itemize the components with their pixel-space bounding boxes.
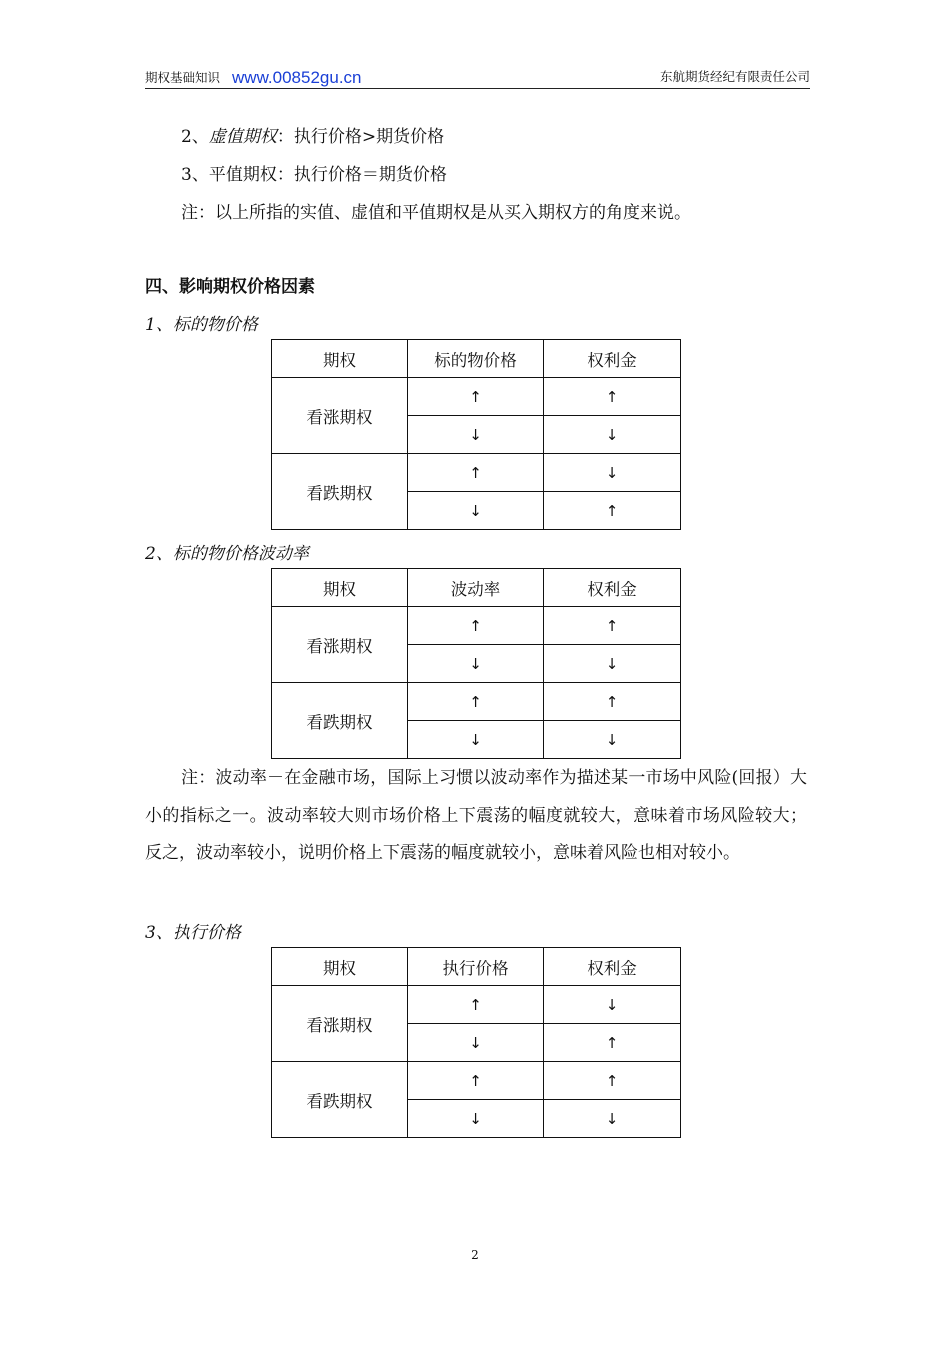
arrow-cell: ↑ — [544, 1024, 681, 1062]
subtitle-underlying-price: 1、标的物价格 — [145, 315, 258, 335]
group-label: 看跌期权 — [272, 683, 408, 759]
header-cell: 波动率 — [408, 569, 544, 607]
header-cell: 权利金 — [544, 569, 681, 607]
arrow-cell: ↑ — [544, 607, 681, 645]
group-label: 看跌期权 — [272, 454, 408, 530]
arrow-cell: ↓ — [408, 492, 544, 530]
group-label: 看涨期权 — [272, 607, 408, 683]
table-strike-price — [271, 947, 681, 1138]
intro-line-2-term: 虚值期权 — [208, 127, 277, 147]
header-cell: 期权 — [272, 340, 408, 378]
arrow-cell: ↑ — [544, 492, 681, 530]
table-header-row — [272, 948, 681, 986]
table-header-row — [272, 340, 681, 378]
page-header — [145, 64, 810, 89]
arrow-cell: ↑ — [544, 683, 681, 721]
subtitle-strike-price: 3、执行价格 — [145, 923, 241, 943]
header-cell: 期权 — [272, 569, 408, 607]
intro-line-2 — [181, 122, 444, 147]
table-volatility — [271, 568, 681, 759]
arrow-cell: ↓ — [408, 645, 544, 683]
arrow-cell: ↓ — [544, 1100, 681, 1138]
group-label: 看跌期权 — [272, 1062, 408, 1138]
arrow-cell: ↑ — [408, 454, 544, 492]
intro-line-3: 3、平值期权：执行价格＝期货价格 — [181, 165, 447, 185]
arrow-cell: ↑ — [408, 607, 544, 645]
header-left — [145, 67, 362, 87]
subtitle-volatility: 2、标的物价格波动率 — [145, 544, 309, 564]
header-cell: 期权 — [272, 948, 408, 986]
arrow-cell: ↓ — [408, 1024, 544, 1062]
intro-line-2-num: 2、 — [181, 127, 209, 147]
arrow-cell: ↓ — [544, 986, 681, 1024]
arrow-cell: ↓ — [544, 645, 681, 683]
header-company: 东航期货经纪有限责任公司 — [659, 69, 810, 84]
table-underlying-price — [271, 339, 681, 530]
header-cell: 执行价格 — [408, 948, 544, 986]
arrow-cell: ↑ — [408, 378, 544, 416]
arrow-cell: ↓ — [408, 721, 544, 759]
table-row — [272, 607, 681, 645]
header-cell: 标的物价格 — [408, 340, 544, 378]
arrow-cell: ↑ — [408, 1062, 544, 1100]
group-label: 看涨期权 — [272, 378, 408, 454]
group-label: 看涨期权 — [272, 986, 408, 1062]
table-header-row — [272, 569, 681, 607]
arrow-cell: ↑ — [544, 1062, 681, 1100]
table-row — [272, 1062, 681, 1100]
arrow-cell: ↑ — [408, 986, 544, 1024]
header-cell: 权利金 — [544, 948, 681, 986]
table-row — [272, 454, 681, 492]
arrow-cell: ↑ — [408, 683, 544, 721]
section-title: 四、影响期权价格因素 — [145, 277, 315, 297]
page-number: 2 — [471, 1248, 479, 1262]
arrow-cell: ↓ — [408, 1100, 544, 1138]
table-row — [272, 683, 681, 721]
table-row — [272, 986, 681, 1024]
arrow-cell: ↓ — [544, 721, 681, 759]
volatility-note: 注：波动率－在金融市场，国际上习惯以波动率作为描述某一市场中风险(回报）大小的指标之一。波动率较大则市场价格上下震荡的幅度就较大，意味着市场风险较大；反之，波动率较小，说明价格上下震荡的幅度就较小，意味着风险也相对较小。 — [145, 768, 807, 863]
intro-line-2-rest: ：执行价格>期货价格 — [276, 127, 445, 147]
arrow-cell: ↓ — [544, 454, 681, 492]
arrow-cell: ↓ — [408, 416, 544, 454]
header-site-link[interactable]: www.00852gu.cn — [232, 68, 362, 87]
arrow-cell: ↑ — [544, 378, 681, 416]
header-cell: 权利金 — [544, 340, 681, 378]
table-row — [272, 378, 681, 416]
arrow-cell: ↓ — [544, 416, 681, 454]
intro-note: 注：以上所指的实值、虚值和平值期权是从买入期权方的角度来说。 — [181, 203, 691, 223]
header-doc-title: 期权基础知识 — [145, 70, 221, 85]
